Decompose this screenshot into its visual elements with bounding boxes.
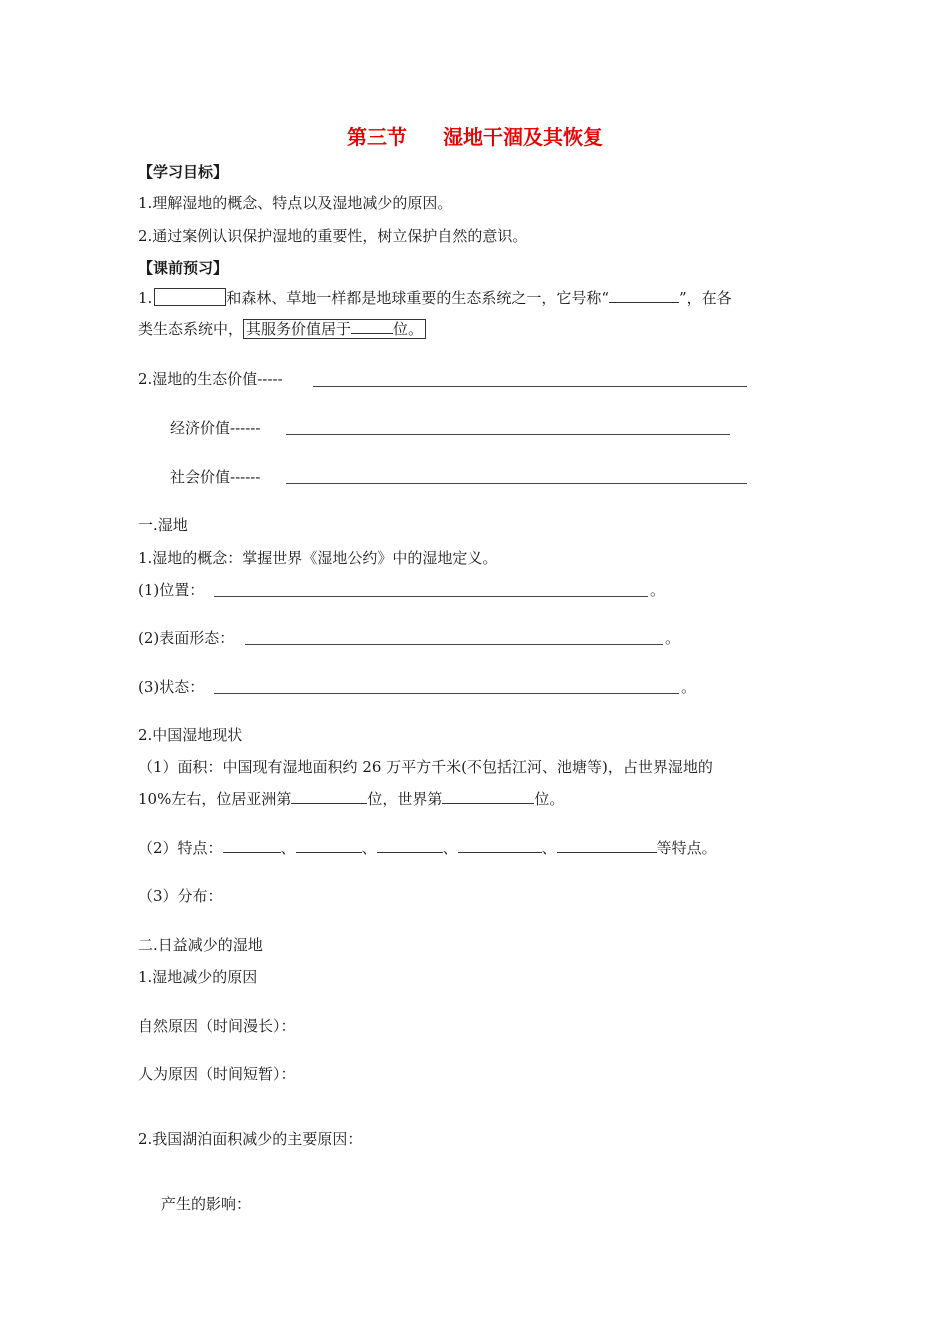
area-text-b3: 位。 <box>534 790 565 808</box>
nickname-blank[interactable] <box>609 288 679 303</box>
surface-label: (2)表面形态： <box>138 629 235 647</box>
boxed-rank-text-a: 其服务价值居于 <box>246 320 352 338</box>
feature-separator: 、 <box>442 839 458 857</box>
question-number: 1. <box>138 289 153 307</box>
surface-period: 。 <box>665 629 681 647</box>
area-text-b2: 位，世界第 <box>367 790 443 808</box>
ecological-value-label: 2.湿地的生态价值----- <box>138 370 283 388</box>
section-1-heading: 一.湿地 <box>138 516 188 534</box>
answer-box-blank[interactable] <box>154 288 226 306</box>
title-section-name: 湿地干涸及其恢复 <box>443 125 603 149</box>
wetland-concept: 1.湿地的概念：掌握世界《湿地公约》中的湿地定义。 <box>138 549 498 567</box>
page-title <box>0 124 950 150</box>
social-value-label: 社会价值------ <box>170 468 261 486</box>
title-section-number: 第三节 <box>347 125 407 149</box>
question-1-text-a: 和森林、草地一样都是地球重要的生态系统之一，它号称“ <box>226 289 609 307</box>
area-text-line-1: （1）面积：中国现有湿地面积约 26 万平方千米(不包括江河、池塘等)，占世界湿地的 <box>138 758 713 776</box>
economic-value-label: 经济价值------ <box>170 419 261 437</box>
preview-heading: 【课前预习】 <box>138 259 229 277</box>
distribution-label: （3）分布： <box>138 887 223 905</box>
feature-separator: 、 <box>280 839 296 857</box>
economic-value-line[interactable] <box>286 434 730 435</box>
preview-question-1-line-2 <box>138 319 426 339</box>
location-label: (1)位置： <box>138 581 205 599</box>
china-status-heading: 2.中国湿地现状 <box>138 726 243 744</box>
question-1-text-b: ”，在各 <box>678 289 732 307</box>
features-end: 等特点。 <box>656 839 717 857</box>
preview-question-1 <box>138 288 732 308</box>
feature-blank-1[interactable] <box>223 838 281 853</box>
social-value-line[interactable] <box>286 483 747 484</box>
location-period: 。 <box>650 581 666 599</box>
objective-item-1: 1.理解湿地的概念、特点以及湿地减少的原因。 <box>138 194 453 212</box>
lake-reduction-question: 2.我国湖泊面积减少的主要原因： <box>138 1130 363 1148</box>
feature-separator: 、 <box>541 839 557 857</box>
feature-blank-5[interactable] <box>557 838 657 853</box>
location-line[interactable] <box>214 596 648 597</box>
boxed-rank-phrase <box>243 319 426 339</box>
feature-blank-2[interactable] <box>296 838 362 853</box>
area-text-b1: 10%左右，位居亚洲第 <box>138 790 292 808</box>
natural-causes-label: 自然原因（时间漫长）： <box>138 1017 296 1035</box>
human-causes-label: 人为原因（时间短暂）： <box>138 1065 296 1083</box>
state-label: (3)状态： <box>138 678 205 696</box>
feature-blank-3[interactable] <box>377 838 443 853</box>
feature-separator: 、 <box>361 839 377 857</box>
state-period: 。 <box>681 678 697 696</box>
rank-blank[interactable] <box>351 319 393 334</box>
features-line <box>138 838 717 858</box>
world-rank-blank[interactable] <box>442 789 534 804</box>
features-label: （2）特点： <box>138 839 223 857</box>
state-line[interactable] <box>214 693 679 694</box>
boxed-rank-text-b: 位。 <box>393 320 424 338</box>
question-1-line2-text: 类生态系统中， <box>138 320 244 338</box>
feature-blank-4[interactable] <box>458 838 542 853</box>
section-2-heading: 二.日益减少的湿地 <box>138 936 263 954</box>
asia-rank-blank[interactable] <box>291 789 367 804</box>
surface-line[interactable] <box>245 644 663 645</box>
objective-item-2: 2.通过案例认识保护湿地的重要性，树立保护自然的意识。 <box>138 227 528 245</box>
ecological-value-line[interactable] <box>313 386 747 387</box>
impact-label: 产生的影响： <box>161 1195 252 1213</box>
objectives-heading: 【学习目标】 <box>138 163 229 181</box>
reduction-reasons-heading: 1.湿地减少的原因 <box>138 968 258 986</box>
area-text-line-2 <box>138 789 564 809</box>
